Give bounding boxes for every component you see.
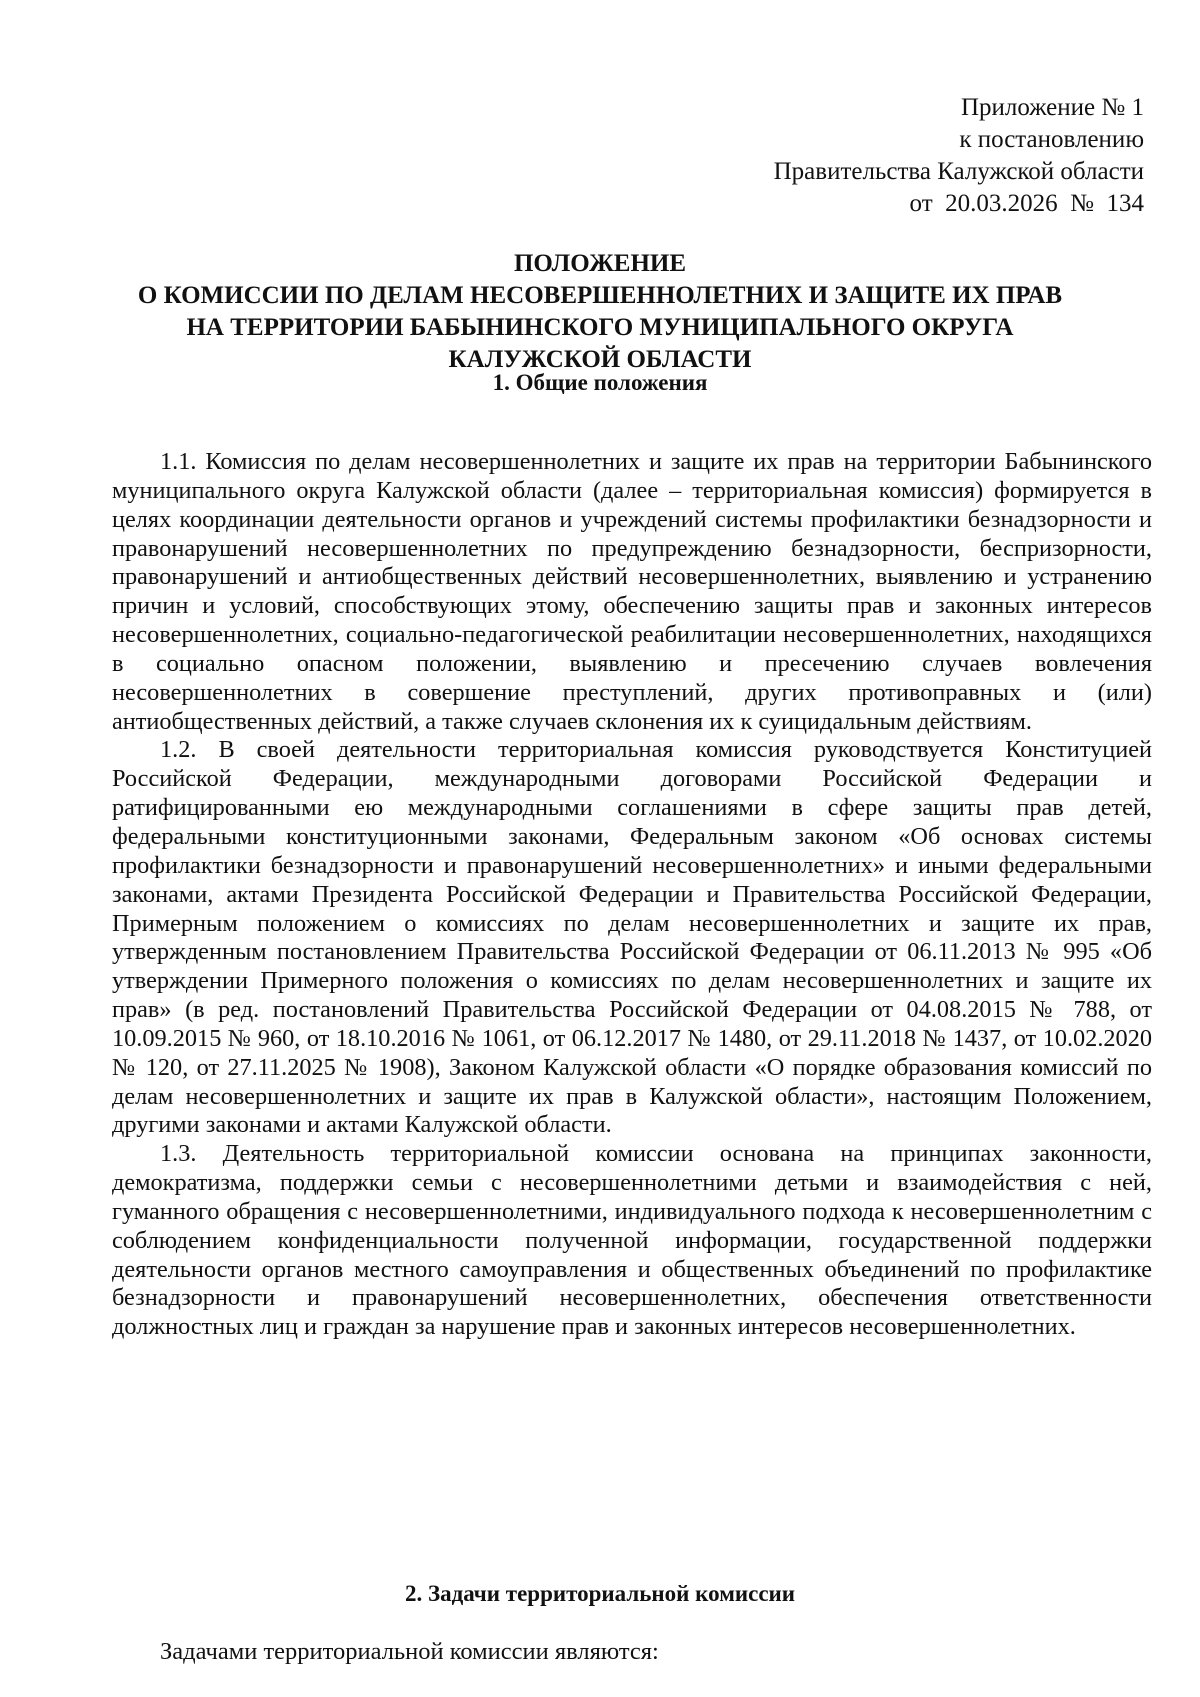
- title-line-2: О КОМИССИИ ПО ДЕЛАМ НЕСОВЕРШЕННОЛЕТНИХ И ЗАЩИТЕ ИХ ПРАВ: [137, 282, 1063, 309]
- appendix-to-resolution: к постановлению: [959, 126, 1144, 153]
- title-line-4: КАЛУЖСКОЙ ОБЛАСТИ: [448, 346, 752, 373]
- title-line-3: НА ТЕРРИТОРИИ БАБЫНИНСКОГО МУНИЦИПАЛЬНОГО ОКРУГА: [186, 314, 1014, 341]
- section-body-general: [112, 448, 1152, 1342]
- paragraph-1-1: 1.1. Комиссия по делам несовершеннолетних и защите их прав на территории Бабынинского муниципального округа Калужской области (далее – территориальная комиссия) формируется в целях координации деятельности органов и учреждений системы профилактики безнадзорности и правонарушений несовершеннолетних по предупреждению безнадзорности, беспризорности, правонарушений и антиобщественных действий несовершеннолетних, выявлению и устранению причин и условий, способствующих этому, обеспечению защиты прав и законных интересов несовершеннолетних, социально-педагогической реабилитации несовершеннолетних, находящихся в социально опасном положении, выявлению и пресечению случаев вовлечения несовершеннолетних в совершение преступлений, других противоправных и (или) антиобщественных действий, а также случаев склонения их к суицидальным действиям.: [112, 448, 1152, 735]
- appendix-header: [774, 92, 1144, 220]
- appendix-number: Приложение № 1: [960, 94, 1144, 121]
- document-title: [100, 248, 1100, 376]
- appendix-issuer: Правительства Калужской области: [773, 158, 1144, 185]
- section-heading-general: 1. Общие положения: [492, 370, 708, 395]
- paragraph-1-2: 1.2. В своей деятельности территориальная комиссия руководствуется Конституцией Российской Федерации, международными договорами Российской Федерации и ратифицированными ею международными соглашениями в сфере защиты прав детей, федеральными конституционными законами, Федеральным законом «Об основах системы профилактики безнадзорности и правонарушений несовершеннолетних» и иными федеральными законами, актами Президента Российской Федерации и Правительства Российской Федерации, Примерным положением о комиссиях по делам несовершеннолетних и защите их прав, утвержденным постановлением Правительства Российской Федерации от 06.11.2013 № 995 «Об утверждении Примерного положения о комиссиях по делам несовершеннолетних и защите их прав» (в ред. постановлений Правительства Российской Федерации от 04.08.2015 № 788, от 10.09.2015 № 960, от 18.10.2016 № 1061, от 06.12.2017 № 1480, от 29.11.2018 № 1437, от 10.02.2020 № 120, от 27.11.2025 № 1908), Законом Калужской области «О порядке образования комиссий по делам несовершеннолетних и защите их прав в Калужской области», настоящим Положением, другими законами и актами Калужской области.: [112, 736, 1152, 1139]
- appendix-date-number: от 20.03.2026 № 134: [909, 190, 1144, 217]
- paragraph-1-3: 1.3. Деятельность территориальной комиссии основана на принципах законности, демократизма, поддержки семьи с несовершеннолетними детьми и взаимодействия с ней, гуманного обращения с несовершеннолетними, индивидуального подхода к несовершеннолетним с соблюдением конфиденциальности полученной информации, государственной поддержки деятельности органов местного самоуправления и общественных объединений по профилактике безнадзорности и правонарушений несовершеннолетних, обеспечения ответственности должностных лиц и граждан за нарушение прав и законных интересов несовершеннолетних.: [112, 1140, 1152, 1341]
- tasks-lead-text: Задачами территориальной комиссии являются:: [160, 1638, 659, 1665]
- section-heading-tasks: 2. Задачи территориальной комиссии: [404, 1581, 796, 1606]
- title-line-1: ПОЛОЖЕНИЕ: [513, 250, 687, 277]
